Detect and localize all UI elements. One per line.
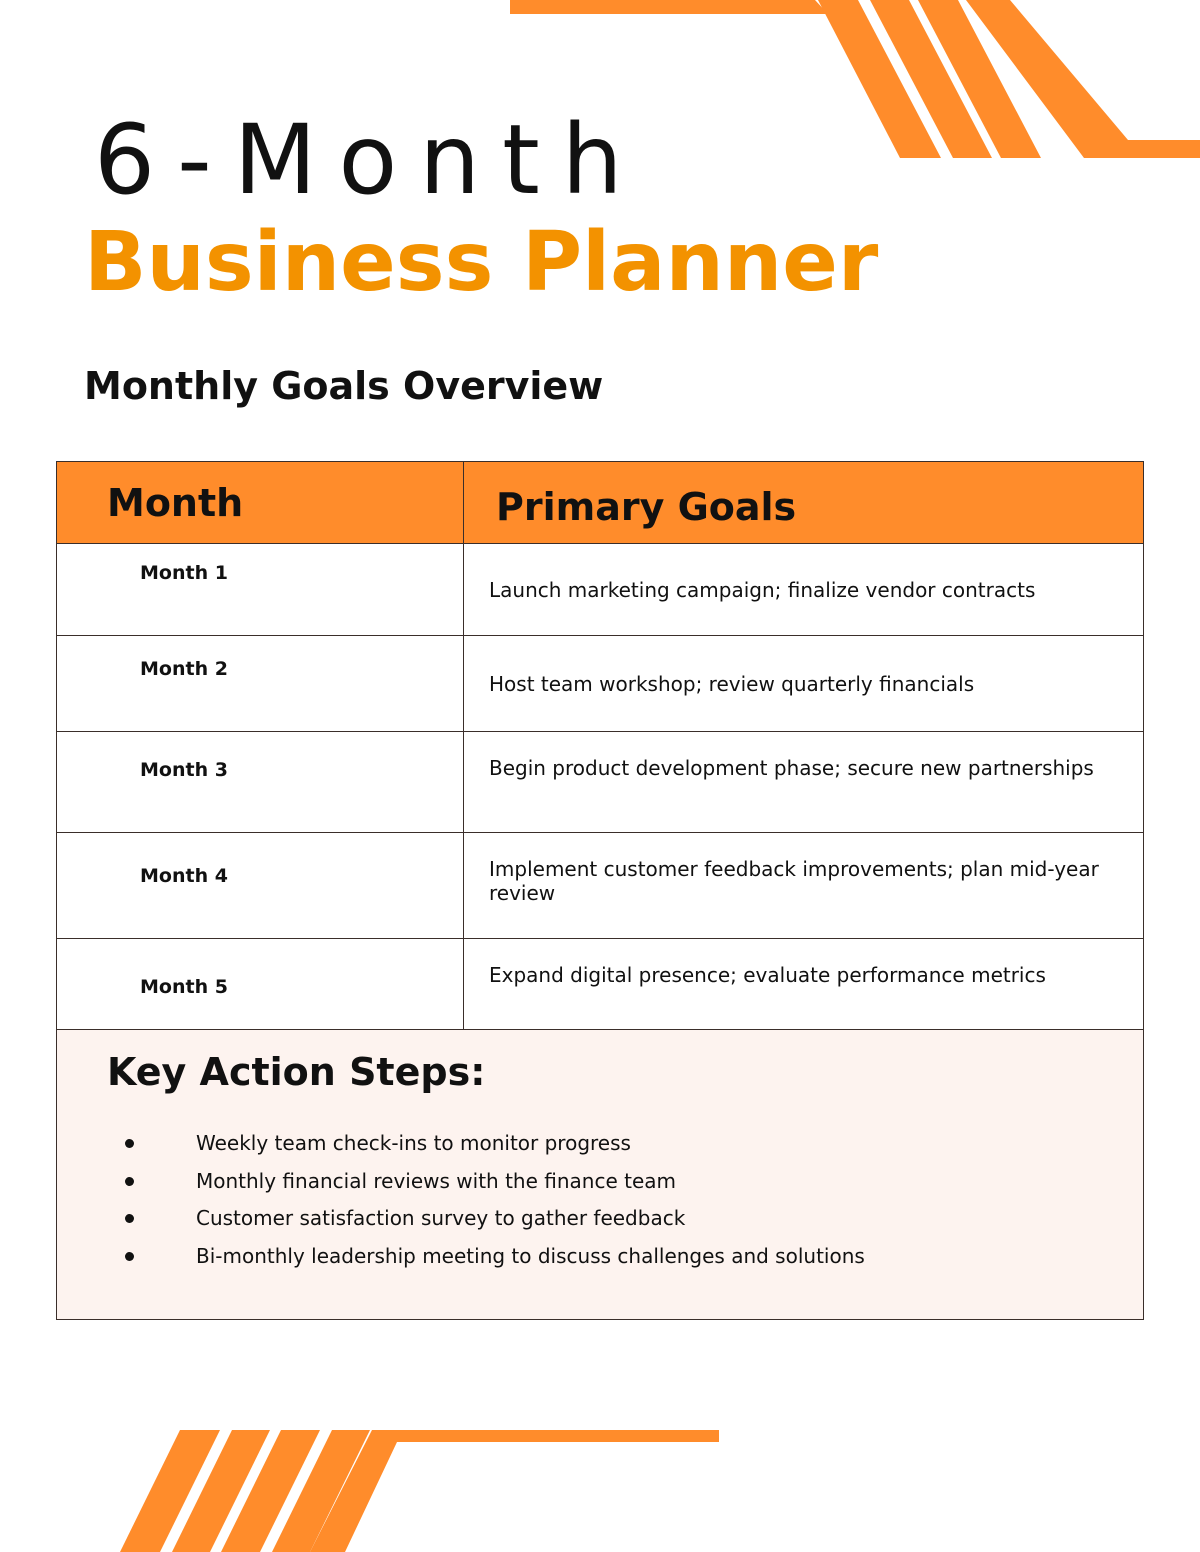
bottom-decorative-stripes	[0, 1410, 720, 1552]
bullet-icon	[125, 1139, 134, 1148]
goal-cell: Expand digital presence; evaluate performance metrics	[464, 939, 1144, 1050]
table-row	[57, 732, 1144, 833]
action-steps-list	[57, 1128, 865, 1278]
action-step-text: Monthly financial reviews with the finance team	[196, 1168, 676, 1193]
bullet-icon	[125, 1252, 134, 1261]
section-subtitle: Monthly Goals Overview	[84, 364, 604, 408]
goal-cell: Implement customer feedback improvements; plan mid-year review	[464, 833, 1144, 939]
action-steps-title: Key Action Steps:	[107, 1050, 486, 1094]
table-row	[57, 636, 1144, 732]
month-cell: Month 4	[57, 833, 464, 939]
month-column-header: Month	[57, 462, 464, 544]
table-header-row	[57, 462, 1144, 544]
goal-cell: Begin product development phase; secure new partnerships	[464, 732, 1144, 833]
list-item	[57, 1166, 865, 1204]
key-action-steps-box	[56, 1029, 1144, 1320]
list-item	[57, 1241, 865, 1279]
month-cell: Month 1	[57, 544, 464, 636]
table-row	[57, 833, 1144, 939]
action-step-text: Bi-monthly leadership meeting to discuss challenges and solutions	[196, 1243, 865, 1268]
goal-cell: Host team workshop; review quarterly financials	[464, 636, 1144, 732]
bullet-icon	[125, 1177, 134, 1186]
list-item	[57, 1203, 865, 1241]
title-line-1: 6-Month	[94, 104, 645, 216]
action-step-text: Weekly team check-ins to monitor progress	[196, 1131, 631, 1155]
list-item	[57, 1128, 865, 1166]
table-row	[57, 544, 1144, 636]
bullet-icon	[125, 1214, 134, 1223]
month-cell: Month 5	[57, 939, 464, 1050]
goal-cell: Launch marketing campaign; finalize vendor contracts	[464, 544, 1144, 636]
action-step-text: Customer satisfaction survey to gather feedback	[196, 1206, 686, 1230]
month-cell: Month 2	[57, 636, 464, 732]
goals-column-header: Primary Goals	[464, 462, 1144, 544]
title-line-2: Business Planner	[84, 215, 879, 310]
month-cell: Month 3	[57, 732, 464, 833]
